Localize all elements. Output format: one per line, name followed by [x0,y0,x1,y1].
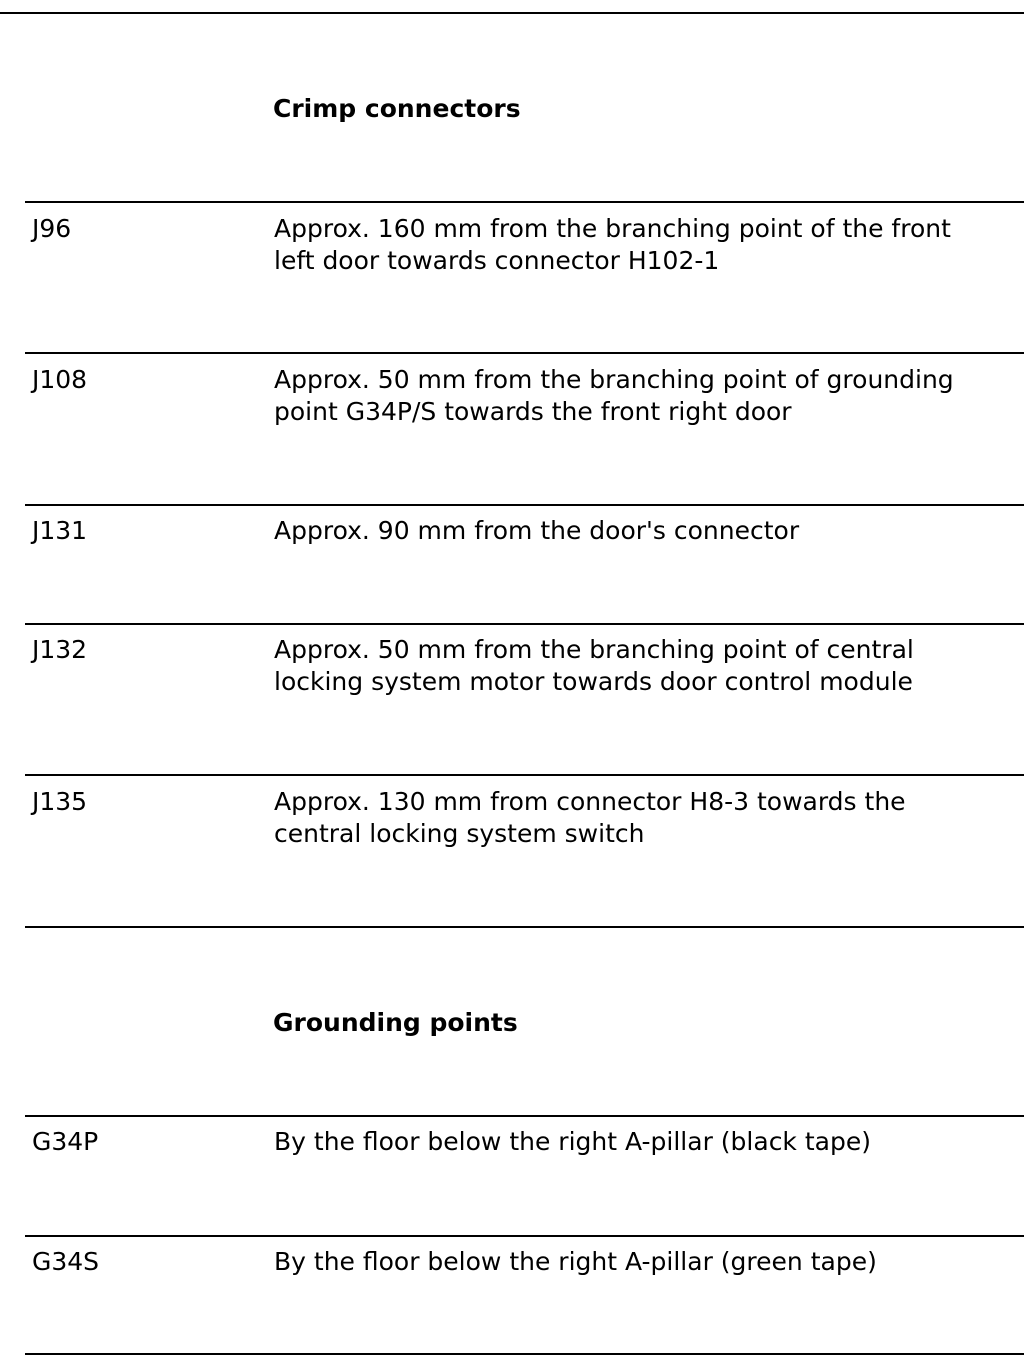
row-description: By the floor below the right A-pillar (green tape) [274,1247,877,1276]
row-description: Approx. 90 mm from the door's connector [274,516,800,545]
row-divider [25,1235,1024,1237]
section-heading-crimp-connectors: Crimp connectors [273,94,521,123]
row-code: J131 [32,516,88,545]
row-divider [25,1115,1024,1117]
section-heading-grounding-points: Grounding points [273,1008,518,1037]
row-code: J108 [32,365,88,394]
row-description: Approx. 130 mm from connector H8-3 towards the central locking system switch [274,787,906,848]
row-divider [25,504,1024,506]
section-divider [25,926,1024,928]
row-code: G34S [32,1247,100,1276]
bottom-rule [25,1353,1024,1355]
top-rule [0,12,1024,14]
row-divider [25,774,1024,776]
row-code: G34P [32,1127,99,1156]
row-description: Approx. 50 mm from the branching point of central locking system motor towards door control module [274,635,914,696]
row-description: Approx. 160 mm from the branching point of the front left door towards connector H102-1 [274,214,951,275]
row-divider [25,623,1024,625]
row-code: J96 [32,214,72,243]
row-code: J135 [32,787,88,816]
row-description: By the floor below the right A-pillar (black tape) [274,1127,871,1156]
row-divider [25,201,1024,203]
row-code: J132 [32,635,88,664]
row-description: Approx. 50 mm from the branching point of grounding point G34P/S towards the front right door [274,365,954,426]
row-divider [25,352,1024,354]
